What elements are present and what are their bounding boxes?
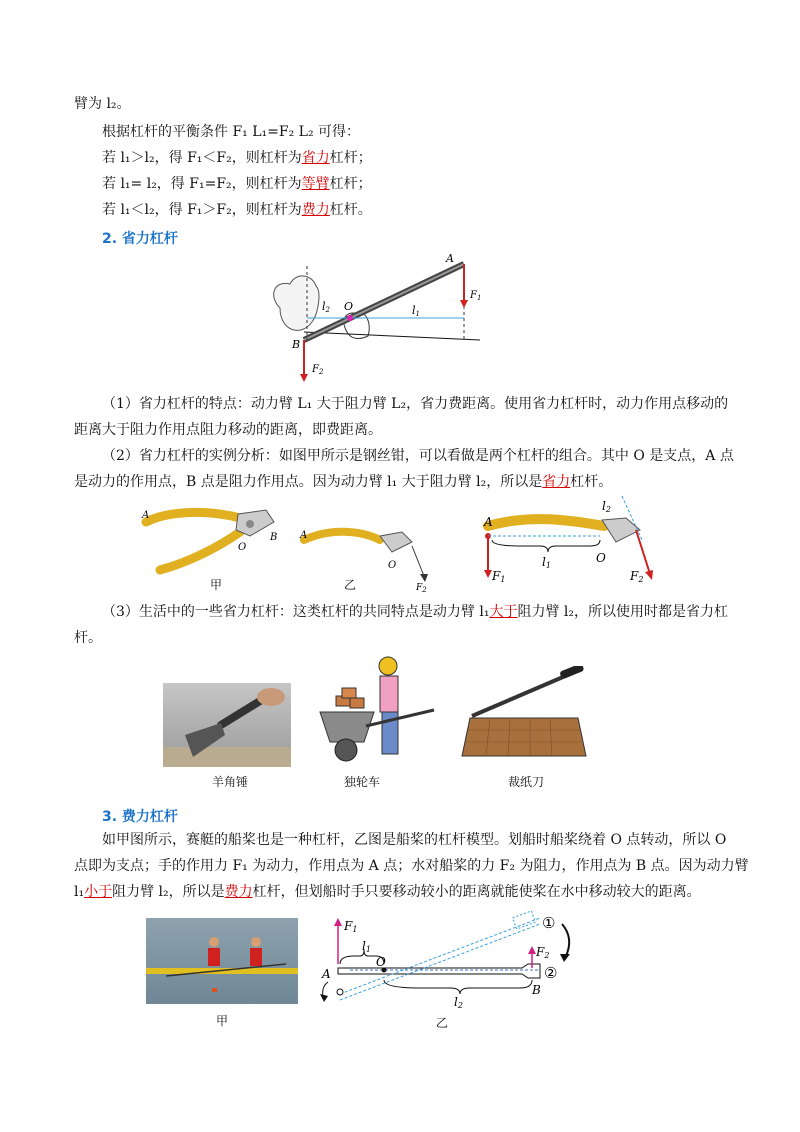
caption-hammer: 羊角锤 [212, 775, 249, 789]
oar-model-diagram [310, 908, 590, 1014]
rowing-photo [146, 918, 298, 1004]
fill-blank: 大于 [489, 604, 518, 620]
caption-jia: 甲 [210, 578, 223, 592]
cutter-handle [559, 666, 584, 679]
worker-body [380, 676, 398, 712]
condition-3: 若 l₁＜l₂，得 F₁＞F₂，则杠杆为费力杠杆。 [102, 202, 372, 218]
section-title-3: 3. 费力杠杆 [102, 809, 178, 825]
s2-paragraph-1a: （1）省力杠杆的特点：动力臂 L₁ 大于阻力臂 L₂，省力费距离。使用省力杠杆时，动力作用点移动的 [102, 396, 729, 412]
svg-text:F1: F1 [492, 569, 506, 584]
condition-1: 若 l₁＞l₂，得 F₁＜F₂，则杠杆为省力杠杆； [102, 150, 372, 166]
fill-blank: 省力 [301, 150, 330, 166]
fulcrum-point [347, 315, 353, 321]
paragraph-arm: 臂为 l₂。 [74, 96, 131, 112]
rock-shape [274, 276, 319, 330]
svg-text:O: O [238, 542, 247, 553]
svg-text:O: O [376, 955, 386, 969]
ground-line [304, 332, 480, 340]
plier-jaw [236, 510, 274, 536]
svg-text:B: B [532, 983, 541, 997]
s2-paragraph-1b: 距离大于阻力作用点阻力移动的距离，即费距离。 [74, 422, 382, 438]
plier-half-handle [304, 532, 380, 540]
fill-blank: 费力 [301, 202, 330, 218]
svg-text:l1: l1 [362, 939, 371, 954]
marker-2: ② [544, 964, 558, 982]
s2-paragraph-3b: 杆。 [74, 630, 102, 646]
label-A: A [446, 252, 454, 265]
svg-text:A: A [300, 530, 308, 541]
svg-text:A: A [142, 510, 150, 521]
paper-cutter-drawing [460, 666, 590, 766]
rower-1 [208, 948, 220, 966]
cutter-blade [472, 674, 570, 716]
s3-paragraph-a: 如甲图所示，赛艇的船桨也是一种杠杆，乙图是船桨的杠杆模型。划船时船桨绕着 O 点转动，所以 O [102, 832, 727, 848]
caption-wheelbarrow: 独轮车 [344, 775, 381, 789]
caption-yi: 乙 [436, 1016, 449, 1030]
caption-jia: 甲 [216, 1014, 229, 1028]
caption-yi: 乙 [344, 578, 357, 592]
label-B: B [292, 338, 301, 351]
svg-text:A: A [322, 967, 331, 981]
svg-text:F2: F2 [536, 945, 550, 960]
label-O: O [344, 300, 354, 313]
s3-paragraph-b: 点即为支点；手的作用力 F₁ 为动力，作用点为 A 点；水对船桨的力 F₂ 为阻力，作用点为 B 点。因为动力臂 [74, 858, 749, 874]
hand-icon [257, 688, 285, 706]
svg-text:O: O [388, 560, 397, 571]
s3-paragraph-c: l₁小于阻力臂 l₂，所以是费力杠杆，但划船时手只要移动较小的距离就能使桨在水中移动较大的距离。 [74, 884, 701, 900]
oar-body [338, 964, 540, 978]
section-title-2: 2. 省力杠杆 [102, 231, 178, 247]
s2-paragraph-2b: 是动力的作用点，B 点是阻力作用点。因为动力臂 l₁ 大于阻力臂 l₂，所以是省力杠杆。 [74, 474, 613, 490]
fill-blank: 省力 [542, 474, 571, 490]
svg-text:F2: $F_2$ [416, 583, 427, 594]
fill-blank: 费力 [224, 884, 253, 900]
svg-text:l1: l1 [542, 555, 551, 570]
fill-blank: 小于 [84, 884, 113, 900]
force-F2-arrow [636, 530, 650, 574]
svg-text:l2: l2 [322, 300, 330, 314]
cutter-board [462, 718, 586, 756]
svg-text:A: A [484, 515, 493, 529]
svg-text:O: O [596, 551, 606, 565]
s2-paragraph-2a: （2）省力杠杆的实例分析：如图甲所示是钢丝钳，可以看做是两个杠杆的组合。其中 O 是支点，A 点 [102, 448, 734, 464]
s2-paragraph-3a: （3）生活中的一些省力杠杆：这类杠杆的共同特点是动力臂 l₁大于阻力臂 l₂，所以使用时都是省力杠 [102, 604, 728, 620]
helmet-icon [379, 657, 397, 675]
svg-text:F1: $F_1$ [470, 290, 482, 302]
annotated-handle [488, 519, 604, 526]
fill-blank: 等臂 [301, 176, 330, 192]
rower-2 [250, 948, 262, 966]
marker-1: ① [542, 914, 556, 932]
paragraph-balance: 根据杠杆的平衡条件 F₁ L₁=F₂ L₂ 可得： [102, 124, 361, 140]
svg-text:l2: l2 [602, 499, 611, 514]
plier-handle-bottom [160, 532, 240, 570]
wheel-icon [335, 739, 357, 761]
svg-text:l2: l2 [454, 995, 463, 1010]
hammer-photo [163, 683, 291, 767]
condition-2: 若 l₁= l₂，得 F₁=F₂，则杠杆为等臂杠杆； [102, 176, 372, 192]
svg-text:l1: l1 [412, 304, 420, 318]
plier-handle-top [146, 512, 240, 522]
wheelbarrow-drawing [316, 656, 440, 766]
svg-text:B: B [270, 532, 278, 543]
rotation-arrow-right [562, 924, 569, 956]
barrow-tray [320, 712, 374, 742]
svg-text:F2: $F_2$ [312, 364, 324, 376]
caption-cutter: 裁纸刀 [508, 775, 545, 789]
lever-diagram [260, 248, 500, 383]
svg-text:F1: F1 [344, 919, 358, 934]
svg-text:F2: F2 [630, 569, 644, 584]
